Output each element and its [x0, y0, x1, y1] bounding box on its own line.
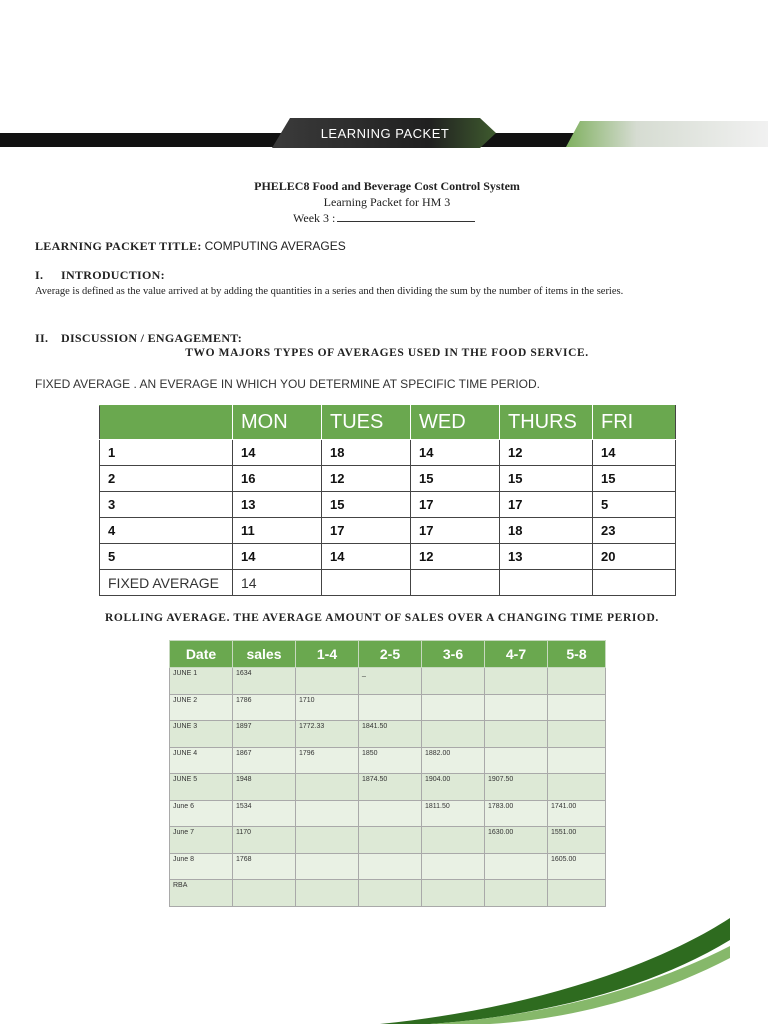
- table-cell: 15: [593, 466, 676, 492]
- column-header: 3-6: [422, 641, 485, 668]
- table-cell: 2: [100, 466, 233, 492]
- section-introduction-heading: [35, 268, 165, 283]
- table-cell: [500, 570, 593, 596]
- table-cell: JUNE 5: [170, 774, 233, 801]
- table-cell: [296, 853, 359, 880]
- table-cell: [422, 853, 485, 880]
- table-cell: 17: [411, 518, 500, 544]
- table-cell: 17: [500, 492, 593, 518]
- rolling-average-definition: ROLLING AVERAGE. THE AVERAGE AMOUNT OF SALES OVER A CHANGING TIME PERIOD.: [105, 612, 659, 624]
- table-cell: 15: [500, 466, 593, 492]
- introduction-text: Average is defined as the value arrived at by adding the quantities in a series and then dividing the sum by the number of items in the series.: [35, 286, 624, 297]
- table-cell: 1772.33: [296, 721, 359, 748]
- table-cell: [296, 800, 359, 827]
- table-cell: [359, 694, 422, 721]
- table-header-row: [170, 641, 606, 668]
- table-cell: 15: [322, 492, 411, 518]
- table-row: [100, 570, 676, 596]
- column-header: MON: [233, 406, 322, 440]
- table-cell: 13: [500, 544, 593, 570]
- table-cell: 11: [233, 518, 322, 544]
- table-cell: 13: [233, 492, 322, 518]
- column-header: 2-5: [359, 641, 422, 668]
- table-cell: [359, 800, 422, 827]
- table-cell: [411, 570, 500, 596]
- table-cell: _: [359, 668, 422, 695]
- table-row: [170, 853, 606, 880]
- section-heading: INTRODUCTION:: [61, 268, 165, 282]
- table-cell: 1904.00: [422, 774, 485, 801]
- table-cell: [485, 747, 548, 774]
- table-row: [100, 440, 676, 466]
- table-cell: 1534: [233, 800, 296, 827]
- table-cell: [422, 694, 485, 721]
- table-cell: 14: [233, 544, 322, 570]
- table-cell: 20: [593, 544, 676, 570]
- table-cell: 1796: [296, 747, 359, 774]
- table-cell: 1907.50: [485, 774, 548, 801]
- column-header: FRI: [593, 406, 676, 440]
- table-cell: [322, 570, 411, 596]
- fixed-average-table: [99, 405, 676, 596]
- section-number: II.: [35, 331, 49, 345]
- table-cell: 1605.00: [548, 853, 606, 880]
- table-row: [170, 827, 606, 854]
- table-row: [170, 694, 606, 721]
- table-header-row: [100, 406, 676, 440]
- table-cell: JUNE 4: [170, 747, 233, 774]
- column-header: WED: [411, 406, 500, 440]
- column-header: 4-7: [485, 641, 548, 668]
- header-banner: [0, 118, 768, 150]
- table-row: [170, 774, 606, 801]
- table-cell: JUNE 1: [170, 668, 233, 695]
- table-row: [170, 668, 606, 695]
- table-cell: June 8: [170, 853, 233, 880]
- column-header: TUES: [322, 406, 411, 440]
- table-cell: 1897: [233, 721, 296, 748]
- table-cell: 1768: [233, 853, 296, 880]
- column-header: THURS: [500, 406, 593, 440]
- table-cell: 1741.00: [548, 800, 606, 827]
- averages-types-heading: TWO MAJORS TYPES OF AVERAGES USED IN THE FOOD SERVICE.: [185, 347, 589, 359]
- table-cell: [548, 747, 606, 774]
- table-cell: 1948: [233, 774, 296, 801]
- table-cell: [548, 774, 606, 801]
- table-cell: 1874.50: [359, 774, 422, 801]
- table-cell: 1783.00: [485, 800, 548, 827]
- table-cell: 1811.50: [422, 800, 485, 827]
- table-row: [170, 747, 606, 774]
- packet-title-label: LEARNING PACKET TITLE:: [35, 239, 202, 253]
- table-cell: [296, 668, 359, 695]
- table-cell: [359, 827, 422, 854]
- table-row: [100, 518, 676, 544]
- table-cell: 1551.00: [548, 827, 606, 854]
- table-cell: 12: [322, 466, 411, 492]
- rolling-average-table: [169, 640, 606, 907]
- banner-title: LEARNING PACKET: [320, 126, 450, 141]
- table-cell: [485, 721, 548, 748]
- table-cell: 15: [411, 466, 500, 492]
- table-cell: 1634: [233, 668, 296, 695]
- column-header: 5-8: [548, 641, 606, 668]
- table-cell: [548, 721, 606, 748]
- table-cell: 14: [233, 440, 322, 466]
- table-cell: 23: [593, 518, 676, 544]
- table-cell: 5: [100, 544, 233, 570]
- table-cell: 1170: [233, 827, 296, 854]
- table-cell: [296, 774, 359, 801]
- course-title: PHELEC8 Food and Beverage Cost Control System: [254, 179, 520, 193]
- table-cell: 1841.50: [359, 721, 422, 748]
- table-cell: [359, 853, 422, 880]
- column-header: Date: [170, 641, 233, 668]
- table-cell: 14: [411, 440, 500, 466]
- table-cell: 17: [322, 518, 411, 544]
- section-number: I.: [35, 268, 44, 282]
- table-cell: June 6: [170, 800, 233, 827]
- table-cell: RBA: [170, 880, 233, 907]
- table-cell: 5: [593, 492, 676, 518]
- packet-title: [35, 239, 346, 254]
- table-cell: 1867: [233, 747, 296, 774]
- week-blank: [337, 210, 475, 222]
- section-heading: DISCUSSION / ENGAGEMENT:: [61, 331, 243, 345]
- table-row: [100, 492, 676, 518]
- table-cell: 1850: [359, 747, 422, 774]
- table-cell: 12: [500, 440, 593, 466]
- table-cell: JUNE 2: [170, 694, 233, 721]
- table-cell: 16: [233, 466, 322, 492]
- column-header: 1-4: [296, 641, 359, 668]
- table-cell: JUNE 3: [170, 721, 233, 748]
- table-cell: [422, 668, 485, 695]
- table-row: [170, 800, 606, 827]
- table-cell: 1786: [233, 694, 296, 721]
- week-line: [293, 210, 475, 226]
- table-cell: 18: [500, 518, 593, 544]
- column-header: [100, 406, 233, 440]
- packet-title-value: COMPUTING AVERAGES: [204, 239, 346, 253]
- table-cell: [296, 827, 359, 854]
- table-cell: [593, 570, 676, 596]
- table-cell: [485, 668, 548, 695]
- section-discussion-heading: [35, 331, 242, 346]
- table-cell: [485, 853, 548, 880]
- table-row: [100, 466, 676, 492]
- table-cell: 14: [593, 440, 676, 466]
- table-cell: [422, 827, 485, 854]
- table-cell: 1630.00: [485, 827, 548, 854]
- table-cell: 3: [100, 492, 233, 518]
- table-cell: 18: [322, 440, 411, 466]
- table-cell: [422, 721, 485, 748]
- table-cell: 1: [100, 440, 233, 466]
- table-row: [100, 544, 676, 570]
- table-cell: June 7: [170, 827, 233, 854]
- table-cell: [548, 694, 606, 721]
- table-cell: [548, 668, 606, 695]
- table-row: [170, 721, 606, 748]
- footer-curve-graphic: [0, 900, 768, 1024]
- table-cell: 17: [411, 492, 500, 518]
- packet-subtitle: Learning Packet for HM 3: [323, 195, 451, 209]
- table-cell: 4: [100, 518, 233, 544]
- table-cell: [485, 694, 548, 721]
- column-header: sales: [233, 641, 296, 668]
- week-label: Week 3 :: [293, 211, 336, 225]
- table-cell: 1710: [296, 694, 359, 721]
- table-cell: FIXED AVERAGE: [100, 570, 233, 596]
- table-cell: 12: [411, 544, 500, 570]
- table-cell: 14: [322, 544, 411, 570]
- table-cell: 1882.00: [422, 747, 485, 774]
- fixed-average-definition: FIXED AVERAGE . AN EVERAGE IN WHICH YOU DETERMINE AT SPECIFIC TIME PERIOD.: [35, 377, 540, 391]
- table-cell: 14: [233, 570, 322, 596]
